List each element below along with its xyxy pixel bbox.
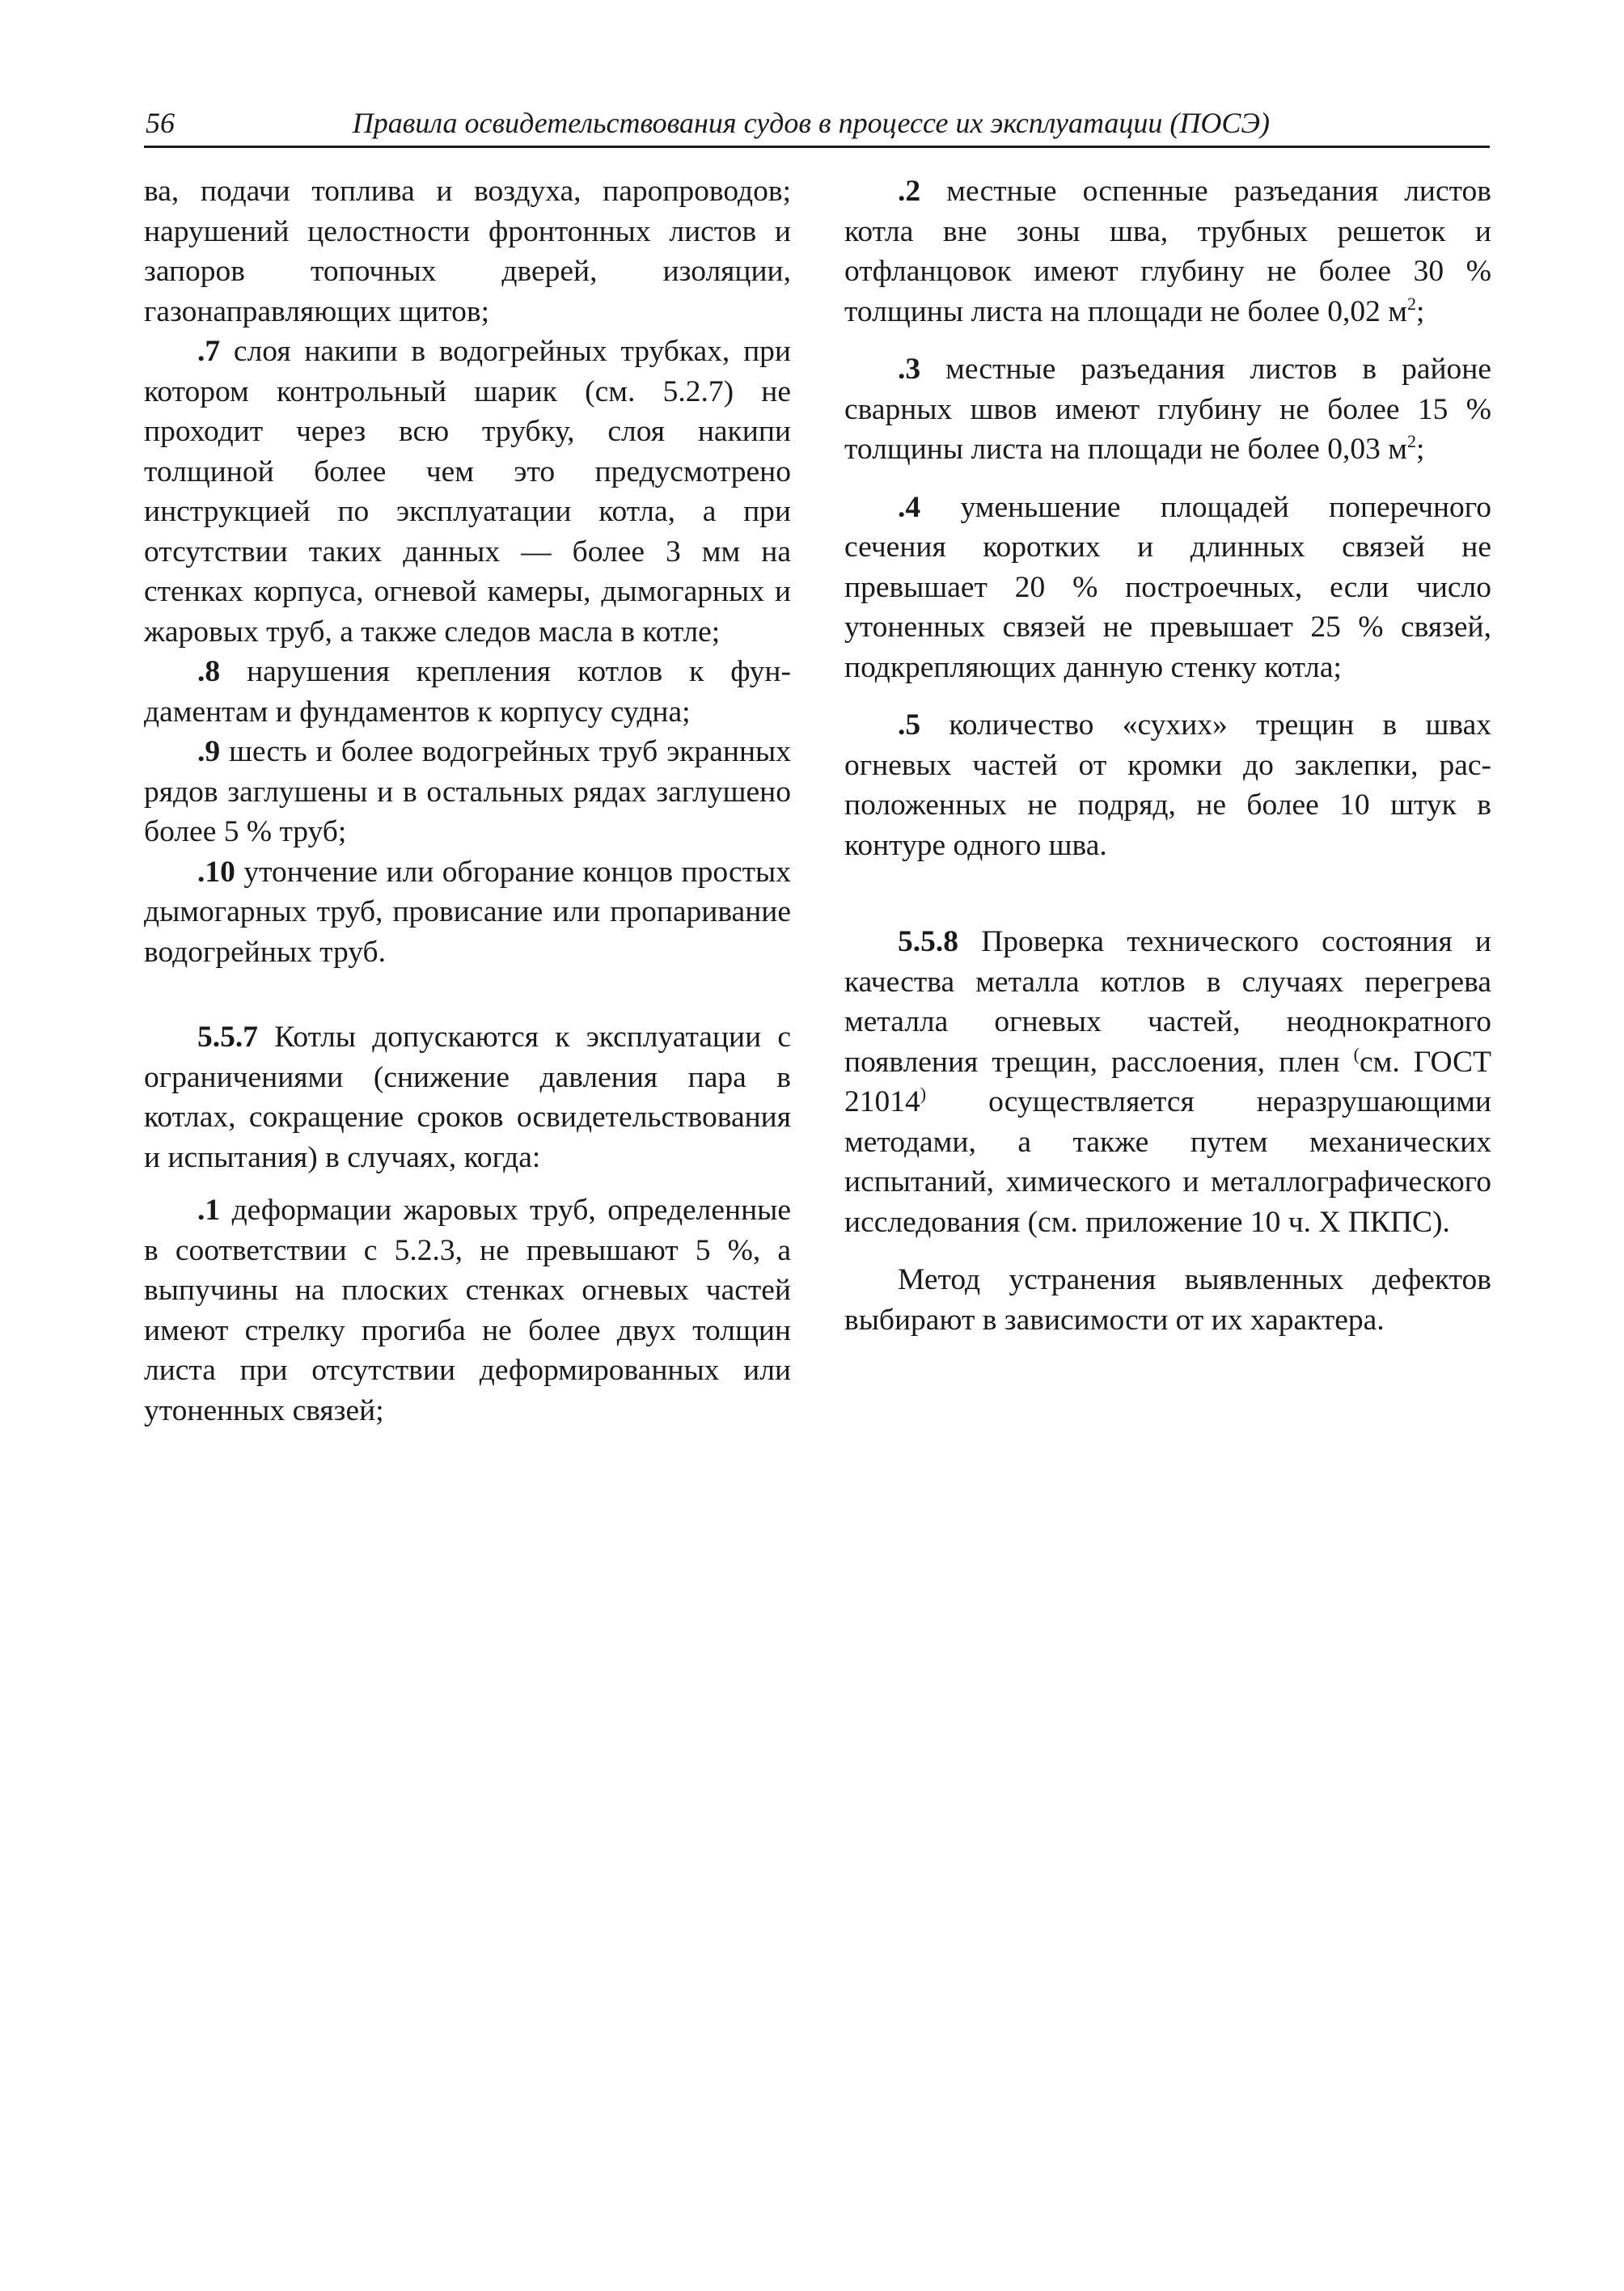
section-5-5-8: 5.5.8 Проверка технического состояния и качества металла котлов в случаях перегрева металла огневых частей, неоднократного появления трещин, расслоения, плен (см. ГОСТ 21014) осуществляется неразрушающими методами, а также путем механических испытаний, химического и металлографического исследования (см. приложение 10 ч. X ПКПС). bbox=[844, 925, 1491, 1239]
item-number: .8 bbox=[197, 655, 221, 688]
item-number: .4 bbox=[898, 490, 921, 524]
item-number: .5 bbox=[898, 708, 921, 742]
paragraph-continuation: ва, подачи топлива и воздуха, паропроводов; нарушений целостности фронтонных листов и запоров топочных дверей, изоляции, газонаправляющих щитов; bbox=[144, 175, 791, 328]
item-number: .9 bbox=[197, 735, 221, 768]
page-header bbox=[144, 104, 1490, 148]
list-item-9: .9 шесть и более водогрейных труб экранных рядов заглушены и в остальных рядах заглушено более 5 % труб; bbox=[144, 735, 791, 848]
page-number: 56 bbox=[146, 107, 175, 139]
paragraph-final: Метод устранения выявленных дефектов выбирают в зависимости от их характера. bbox=[844, 1263, 1491, 1337]
running-title: Правила освидетельствования судов в процессе их эксплуатации (ПОСЭ) bbox=[352, 107, 1270, 139]
item-number: .7 bbox=[197, 335, 221, 368]
item-number: .1 bbox=[197, 1194, 221, 1227]
item-number: .2 bbox=[898, 175, 921, 208]
list-item-3: .3 местные разъедания листов в районе сварных швов имеют глубину не более 15 % толщины листа на площади не более 0,03 $м^2$; bbox=[844, 353, 1491, 466]
list-item-1: .1 деформации жаровых труб, определенные в соответствии с 5.2.3, не превышают 5 %, а выпучины на плоских стенках огневых частей имеют стрелку прогиба не более двух толщин листа при отсутствии деформированных или утоненных связей; bbox=[144, 1194, 791, 1427]
right-column bbox=[844, 171, 1491, 1340]
list-item-2: .2 местные оспенные разъедания листов котла вне зоны шва, трубных решеток и отфланцовок имеют глубину не более 30 % толщины листа на площади не более 0,02 $м^2$; bbox=[844, 175, 1491, 328]
section-number: 5.5.8 bbox=[898, 925, 958, 958]
section-number: 5.5.7 bbox=[197, 1021, 258, 1054]
list-item-4: .4 уменьшение площадей поперечного сечения коротких и длинных связей не превышает 20 % построечных, если число утоненных связей не превышает 25 % связей, подкрепляющих данную стенку котла; bbox=[844, 490, 1491, 684]
list-item-10: .10 утончение или обгорание концов простых дымогарных труб, провисание или пропаривание водогрейных труб. bbox=[144, 855, 791, 969]
item-number: .10 bbox=[197, 855, 235, 889]
left-column bbox=[144, 171, 791, 1431]
list-item-8: .8 нарушения крепления котлов к фундаментам и фундаментов к корпусу судна; bbox=[144, 655, 791, 729]
section-5-5-7: 5.5.7 Котлы допускаются к эксплуатации с ограничениями (снижение давления пара в котлах, сокращение сроков освидетельствования и испытания) в случаях, когда: bbox=[144, 1021, 791, 1174]
list-item-5: .5 количество «сухих» трещин в швах огневых частей от кромки до заклепки, расположенных не подряд, не более 10 штук в контуре одного шва. bbox=[844, 708, 1491, 862]
item-number: .3 bbox=[898, 353, 921, 386]
list-item-7: .7 слоя накипи в водогрейных трубках, при котором контрольный шарик (см. 5.2.7) не проходит через всю трубку, слоя накипи толщиной более чем это предусмотрено инструкцией по эксплуатации котла, а при отсутствии таких данных — более 3 мм на стенках корпуса, огневой камеры, дымогарных и жаровых труб, а также следов масла в котле; bbox=[144, 335, 791, 649]
